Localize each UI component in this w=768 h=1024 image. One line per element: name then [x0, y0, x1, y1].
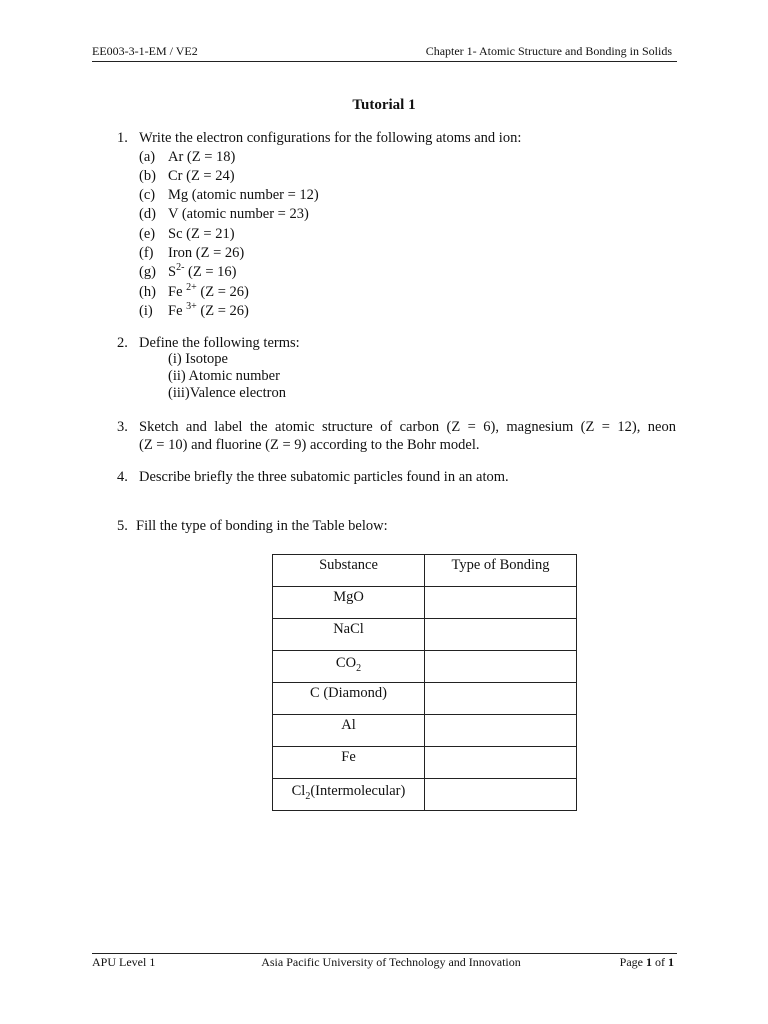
q1-item-h-label: (h): [139, 284, 156, 300]
q1-item-d-label: (d): [139, 206, 156, 222]
page-title: Tutorial 1: [352, 97, 416, 113]
bonding-answer-cell[interactable]: [425, 683, 577, 715]
q2-text: Define the following terms:: [139, 335, 300, 351]
table-row: [273, 715, 577, 747]
bonding-answer-cell[interactable]: [425, 587, 577, 619]
substance-cell: NaCl: [273, 619, 425, 651]
table-row: [273, 779, 577, 811]
table-header-row: [273, 555, 577, 587]
q2-item-atomic-number: (ii) Atomic number: [168, 368, 280, 384]
q5-number: 5.: [117, 518, 128, 534]
bonding-answer-cell[interactable]: [425, 619, 577, 651]
header-rule: [92, 61, 677, 62]
table-row: [273, 651, 577, 683]
q3-text-line1: Sketch and label the atomic structure of carbon (Z = 6), magnesium (Z = 12), neon: [139, 419, 676, 435]
substance-cell: $CO_2$: [273, 651, 425, 683]
table-header-bonding: Type of Bonding: [425, 555, 577, 587]
substance-cell: C (Diamond): [273, 683, 425, 715]
substance-cell: Al: [273, 715, 425, 747]
q1-item-d-text: V (atomic number = 23): [168, 206, 309, 222]
q3-text-line2: (Z = 10) and fluorine (Z = 9) according to the Bohr model.: [139, 437, 480, 453]
q1-item-b-text: Cr (Z = 24): [168, 168, 235, 184]
table-row: [273, 587, 577, 619]
q2-item-valence-electron: (iii)Valence electron: [168, 385, 286, 401]
table-row: [273, 619, 577, 651]
q1-item-f-text: Iron (Z = 26): [168, 245, 245, 261]
q1-item-c-label: (c): [139, 187, 156, 203]
q1-item-a-label: (a): [139, 149, 156, 165]
q1-item-b-label: (b): [139, 168, 156, 184]
q1-item-g-text: $S^{2-}$ (Z = 16): [168, 262, 237, 280]
q1-item-a-text: Ar (Z = 18): [168, 149, 236, 165]
bonding-answer-cell[interactable]: [425, 715, 577, 747]
substance-cell: MgO: [273, 587, 425, 619]
bonding-answer-cell[interactable]: [425, 651, 577, 683]
q1-item-e-label: (e): [139, 226, 156, 242]
q1-item-i-text: Fe $^{3+}$ (Z = 26): [168, 301, 249, 319]
q1-item-e-text: Sc (Z = 21): [168, 226, 235, 242]
q4-text: Describe briefly the three subatomic particles found in an atom.: [139, 469, 509, 485]
header-chapter-title: Chapter 1- Atomic Structure and Bonding in Solids: [425, 44, 672, 58]
table-row: [273, 747, 577, 779]
q4-number: 4.: [117, 469, 128, 485]
bonding-table: [272, 554, 577, 811]
q1-item-g-label: (g): [139, 264, 156, 280]
q1-text: Write the electron configurations for the following atoms and ion:: [139, 130, 522, 146]
bonding-answer-cell[interactable]: [425, 779, 577, 811]
q1-item-i-label: (i): [139, 303, 153, 319]
bonding-answer-cell[interactable]: [425, 747, 577, 779]
footer-university: Asia Pacific University of Technology and Innovation: [261, 955, 521, 969]
q1-number: 1.: [117, 130, 128, 146]
q1-item-c-text: Mg (atomic number = 12): [168, 187, 319, 203]
footer-rule: [92, 953, 677, 954]
table-header-substance: Substance: [273, 555, 425, 587]
q1-item-f-label: (f): [139, 245, 154, 261]
q5-text: Fill the type of bonding in the Table below:: [136, 518, 388, 534]
substance-cell: $Cl_2(Intermolecular)$: [273, 779, 425, 811]
q2-number: 2.: [117, 335, 128, 351]
q1-item-h-text: Fe $^{2+}$ (Z = 26): [168, 282, 249, 300]
table-row: [273, 683, 577, 715]
footer-page-number: Page 1 of 1: [619, 955, 674, 969]
footer-level: APU Level 1: [92, 955, 156, 969]
substance-cell: Fe: [273, 747, 425, 779]
header-course-code: EE003-3-1-EM / VE2: [92, 44, 198, 58]
q3-number: 3.: [117, 419, 128, 435]
q2-item-isotope: (i) Isotope: [168, 351, 228, 367]
